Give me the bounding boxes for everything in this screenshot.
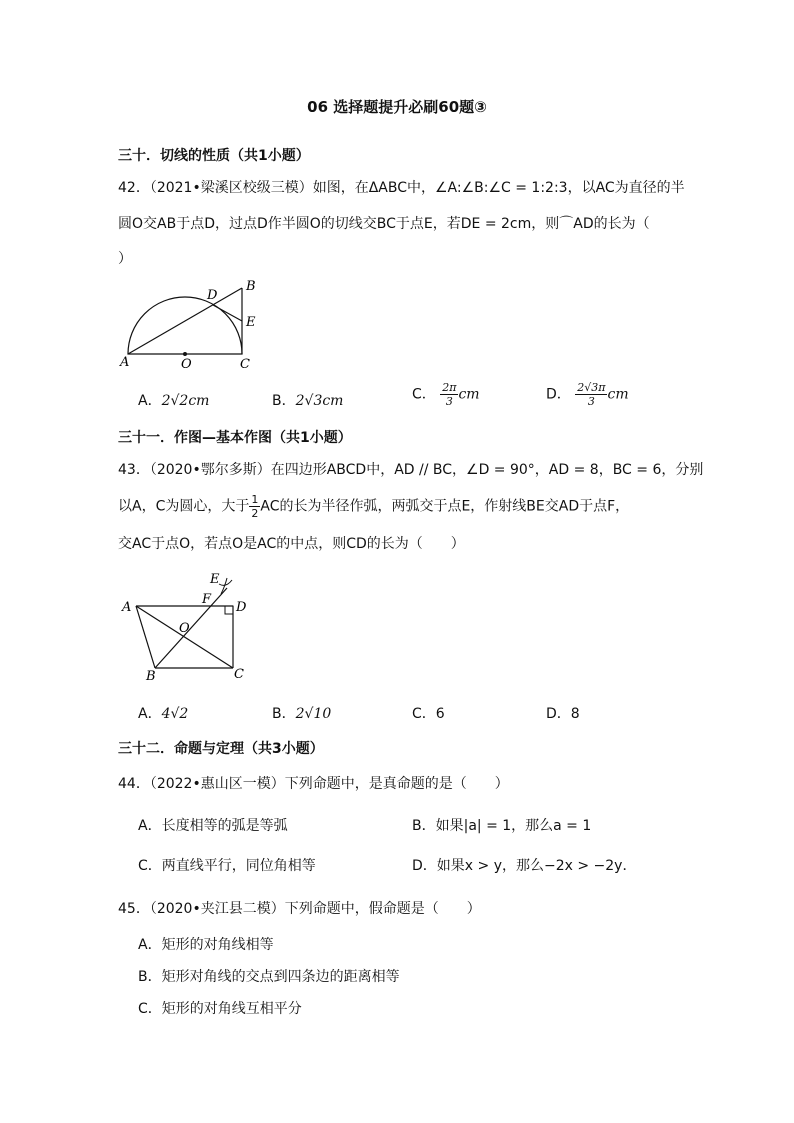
fraction-denominator: 3 [445, 395, 453, 408]
option-text: 8 [570, 706, 580, 722]
question-42-line3: ） [118, 251, 132, 267]
option-text: 4√2 [161, 706, 189, 722]
fraction-numerator: 2√3π [577, 381, 606, 394]
option-label: C． [412, 706, 436, 722]
label-O: O [179, 621, 190, 636]
line2-part-a: 以A，C为圆心，大于 [118, 498, 250, 515]
question-43-line2 [118, 493, 629, 520]
option-43-A [138, 703, 188, 723]
label-A: A [120, 355, 130, 370]
option-42-B [272, 390, 343, 410]
option-label: D． [546, 386, 571, 403]
fraction-denominator: 3 [587, 395, 595, 408]
option-45-B: B．矩形对角线的交点到四条边的距离相等 [138, 969, 400, 985]
label-O: O [181, 357, 192, 372]
fraction-numerator: 2π [442, 381, 457, 394]
right-angle-mark [225, 606, 233, 614]
option-44-B: B．如果|a| = 1，那么a = 1 [412, 818, 592, 834]
tangent-DE [213, 305, 242, 321]
option-44-D: D．如果x > y，那么−2x > −2y． [412, 858, 637, 874]
option-42-D [546, 381, 629, 408]
option-unit: cm [607, 386, 629, 403]
option-44-C: C．两直线平行，同位角相等 [138, 858, 316, 874]
figure-42-semicircle [115, 278, 275, 373]
label-D: D [236, 600, 247, 615]
label-C: C [240, 357, 250, 372]
question-44-stem: 44．（2022•惠山区一模）下列命题中，是真命题的是（ ） [118, 776, 509, 792]
label-B: B [146, 669, 156, 684]
option-text: 2√3cm [295, 393, 344, 409]
section-heading-30: 三十．切线的性质（共1小题） [118, 148, 310, 164]
option-label: B． [272, 706, 296, 722]
semicircle-shape [128, 297, 242, 354]
label-A: A [122, 600, 132, 615]
label-E: E [210, 572, 220, 587]
label-D: D [207, 288, 218, 303]
option-45-C: C．矩形的对角线互相平分 [138, 1001, 302, 1017]
question-43-line1: 43．（2020•鄂尔多斯）在四边形ABCD中，AD // BC，∠D = 90°，AD = 8，BC = 6，分别 [118, 462, 704, 478]
label-B: B [246, 279, 256, 294]
option-43-C [412, 703, 445, 723]
fraction-numerator: 1 [251, 493, 259, 506]
label-E: E [246, 315, 256, 330]
question-45-stem: 45．（2020•夹江县二模）下列命题中，假命题是（ ） [118, 901, 481, 917]
option-43-D [546, 703, 580, 723]
option-label: A． [138, 706, 162, 722]
option-unit: cm [458, 386, 480, 403]
page-title: 06 选择题提升必刷60题③ [307, 98, 487, 116]
center-O-dot [183, 352, 187, 356]
diagonal-AC [136, 606, 233, 668]
ray-BE [155, 588, 227, 668]
option-text: 2√10 [295, 706, 332, 722]
question-42-line1: 42．（2021•梁溪区校级三模）如图，在ΔABC中，∠A:∠B:∠C = 1:2:3，以AC为直径的半 [118, 180, 685, 196]
section-heading-32: 三十二．命题与定理（共3小题） [118, 741, 324, 757]
option-label: C． [412, 386, 436, 403]
segment-AB [128, 288, 242, 354]
figure-43-quadrilateral [115, 570, 255, 685]
fraction-denominator: 2 [251, 507, 259, 520]
label-C: C [234, 667, 244, 682]
option-text: 2√2cm [161, 393, 210, 409]
option-42-C [412, 381, 480, 408]
option-42-A [138, 390, 209, 410]
section-heading-31: 三十一．作图—基本作图（共1小题） [118, 430, 352, 446]
option-label: B． [272, 393, 296, 409]
option-44-A: A．长度相等的弧是等弧 [138, 818, 288, 834]
label-F: F [202, 592, 212, 607]
question-42-line2: 圆O交AB于点D，过点D作半圆O的切线交BC于点E，若DE = 2cm，则⌒AD的长为（ [118, 216, 650, 232]
segment-AB [136, 606, 155, 668]
line2-part-b: AC的长为半径作弧，两弧交于点E，作射线BE交AD于点F， [260, 498, 630, 515]
option-text: 6 [435, 706, 445, 722]
option-43-B [272, 703, 331, 723]
option-label: A． [138, 393, 162, 409]
option-label: D． [546, 706, 571, 722]
question-43-line3: 交AC于点O，若点O是AC的中点，则CD的长为（ ） [118, 536, 465, 552]
option-45-A: A．矩形的对角线相等 [138, 937, 274, 953]
